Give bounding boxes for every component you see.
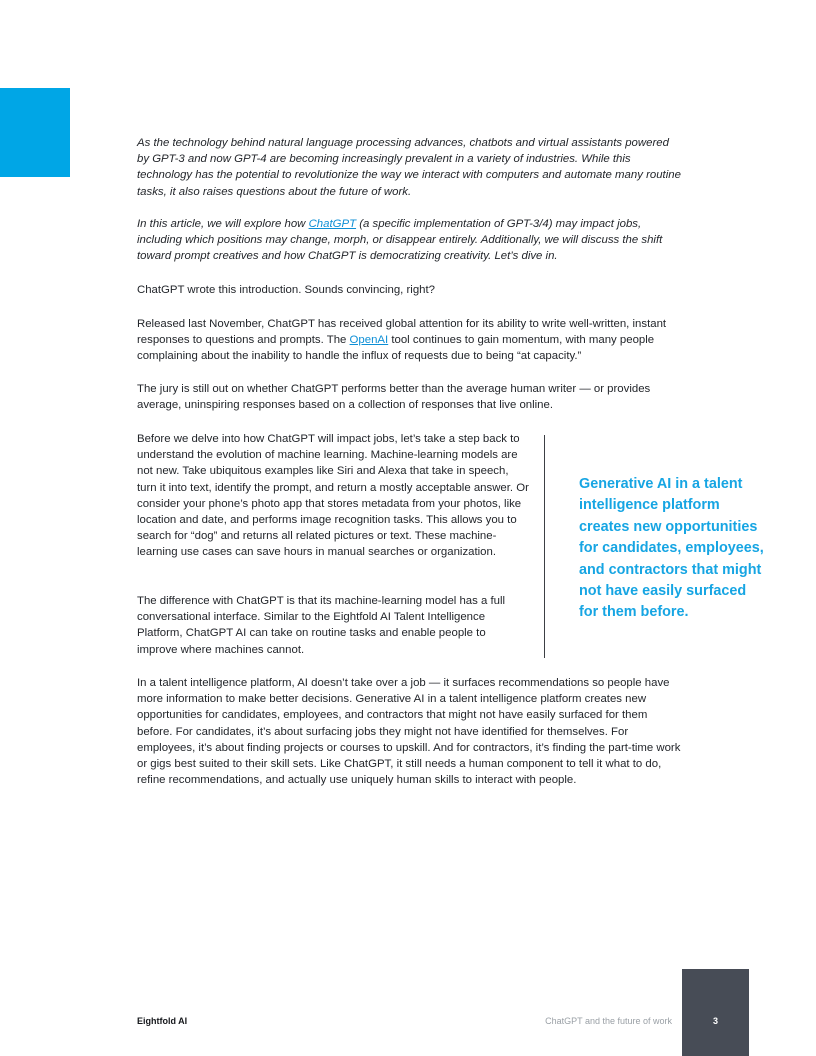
body-paragraph-2 xyxy=(137,316,682,365)
intro-paragraph-1: As the technology behind natural language processing advances, chatbots and virtual assistants powered by GPT-3 and now GPT-4 are becoming increasingly prevalent in a variety of industries. While this technology has the potential to revolutionize the way we interact with computers and automate many routine tasks, it also raises questions about the future of work. xyxy=(137,137,681,198)
pull-quote-rule xyxy=(544,435,545,658)
openai-link[interactable]: OpenAI xyxy=(349,334,389,347)
footer-title: ChatGPT and the future of work xyxy=(545,1016,672,1026)
body-paragraph-1: ChatGPT wrote this introduction. Sounds convincing, right? xyxy=(137,284,436,296)
intro-paragraph-2 xyxy=(137,216,682,265)
body-paragraph-5: The difference with ChatGPT is that its machine-learning model has a full conversational interface. Similar to the Eightfold AI Talent Intelligence Platform, ChatGPT AI can take on routine tasks and enable people to improve where machines cannot. xyxy=(137,595,506,656)
accent-block xyxy=(0,88,70,177)
pull-quote: Generative AI in a talent intelligence platform creates new opportunities for candidates, employees, and contractors that might not have easily surfaced for them before. xyxy=(579,476,764,621)
page-number: 3 xyxy=(712,1016,718,1026)
body-paragraph-2-lead: Released last November, ChatGPT has received global attention for its ability to write well-written, instant responses to questions and prompts. The xyxy=(137,318,667,347)
body-paragraph-3: The jury is still out on whether ChatGPT performs better than the average human writer — or provides average, uninspiring responses based on a collection of responses that live online. xyxy=(137,383,651,412)
intro-paragraph-2-rest: (a specific implementation of GPT-3/4) may impact jobs, including which positions may change, morph, or disappear entirely. Additionally, we will discuss the shift toward prompt creatives and how ChatGPT is democratizing creativity. Let’s dive in. xyxy=(137,218,663,263)
page-number-tab xyxy=(682,969,749,1056)
footer-brand: Eightfold AI xyxy=(137,1016,188,1026)
body-paragraph-4: Before we delve into how ChatGPT will impact jobs, let’s take a step back to understand the evolution of machine learning. Machine-learning models are not new. Take ubiquitous examples like Siri and Alexa that take in speech, turn it into text, identify the prompt, and return a mostly acceptable answer. Or consider your phone’s photo app that stores metadata from your photos, like location and date, and performs image recognition tasks. This allows you to search for “dog” and returns all related pictures or text. These machine-learning use cases can save hours in manual searches or organization. xyxy=(137,433,529,559)
chatgpt-link[interactable]: ChatGPT xyxy=(308,218,357,230)
body-paragraph-2-rest: tool continues to gain momentum, with many people complaining about the inability to handle the influx of requests due to being “at capacity.” xyxy=(137,334,655,363)
intro-paragraph-2-lead: In this article, we will explore how xyxy=(137,218,309,230)
body-paragraph-6: In a talent intelligence platform, AI doesn’t take over a job — it surfaces recommendations so people have more information to make better decisions. Generative AI in a talent intelligence platform creates new opportunities for candidates, employees, and contractors that might not have easily surfaced for them before. For candidates, it’s about surfacing jobs they might not have identified for themselves. For employees, it’s about finding projects or courses to upskill. And for contractors, it’s finding the part-time work or gigs best suited to their skill sets. Like ChatGPT, it still needs a human component to tell it what to do, refine recommendations, and actually use uniquely human skills to interact with people. xyxy=(137,677,681,787)
